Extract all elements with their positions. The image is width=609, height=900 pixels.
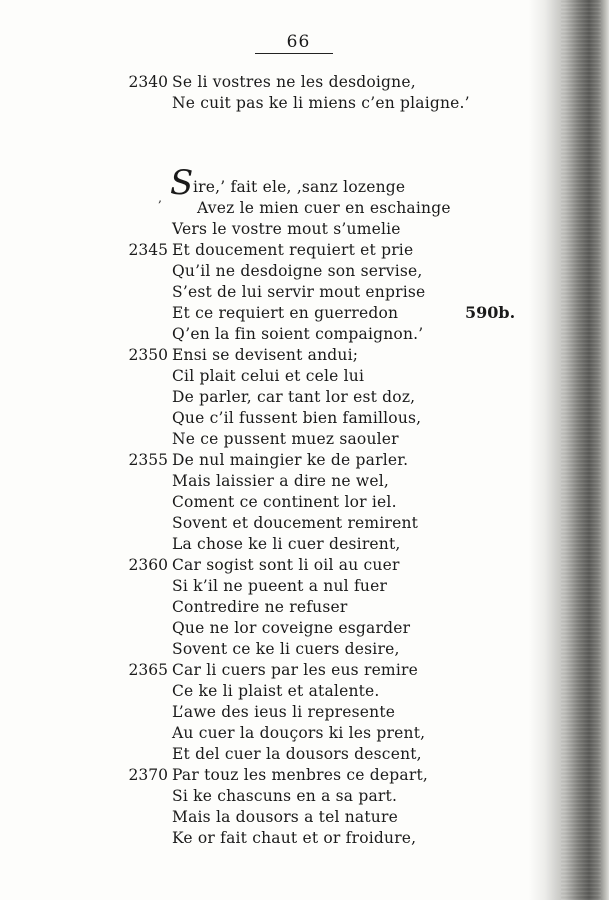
verse-line: Sovent ce ke li cuers desire, bbox=[172, 640, 400, 658]
verse-line-number: 2360 bbox=[128, 556, 168, 574]
verse-line: Ke or fait chaut et or froidure, bbox=[172, 829, 417, 847]
drop-cap-letter: S bbox=[170, 163, 194, 203]
verse-line: Mais laissier a dire ne wel, bbox=[172, 472, 390, 490]
verse-line-number: 2340 bbox=[128, 73, 168, 91]
verse-line: Avez le mien cuer en eschainge bbox=[197, 199, 451, 217]
verse-line-number: 2350 bbox=[128, 346, 168, 364]
verse-line: Q’en la fin soient compaignon.’ bbox=[172, 325, 424, 343]
verse-line: Que c’il fussent bien famillous, bbox=[172, 409, 422, 427]
verse-line: De nul maingier ke de parler. bbox=[172, 451, 409, 469]
verse-line: De parler, car tant lor est doz, bbox=[172, 388, 416, 406]
verse-line: Contredire ne refuser bbox=[172, 598, 348, 616]
verse-line-number: 2355 bbox=[128, 451, 168, 469]
verse-line: Que ne lor coveigne esgarder bbox=[172, 619, 411, 637]
verse-line: Au cuer la douçors ki les prent, bbox=[172, 724, 426, 742]
verse-line: Et doucement requiert et prie bbox=[172, 241, 414, 259]
margin-folio-note: 590b. bbox=[465, 303, 516, 322]
verse-line: Car li cuers par les eus remire bbox=[172, 661, 418, 679]
verse-line: Ne ce pussent muez saouler bbox=[172, 430, 399, 448]
verse-line: Par touz les menbres ce depart, bbox=[172, 766, 429, 784]
verse-line-number: 2365 bbox=[128, 661, 168, 679]
page-number: 66 bbox=[286, 32, 311, 52]
drop-cap-mark: ‚ bbox=[158, 191, 162, 205]
verse-line: ire,’ fait ele, ‚sanz lozenge bbox=[193, 178, 406, 196]
verse-line: L’awe des ieus li represente bbox=[172, 703, 396, 721]
verse-line: Et del cuer la dousors descent, bbox=[172, 745, 422, 763]
verse-line: Si ke chascuns en a sa part. bbox=[172, 787, 398, 805]
verse-line: Ce ke li plaist et atalente. bbox=[172, 682, 380, 700]
verse-line: Et ce requiert en guerredon bbox=[172, 304, 399, 322]
verse-line: Coment ce continent lor iel. bbox=[172, 493, 397, 511]
verse-line: Mais la dousors a tel nature bbox=[172, 808, 398, 826]
verse-line-number: 2345 bbox=[128, 241, 168, 259]
verse-line: Ensi se devisent andui; bbox=[172, 346, 359, 364]
verse-line: La chose ke li cuer desirent, bbox=[172, 535, 401, 553]
verse-line: Sovent et doucement remirent bbox=[172, 514, 419, 532]
verse-line: S’est de lui servir mout enprise bbox=[172, 283, 426, 301]
verse-line: Ne cuit pas ke li miens c’en plaigne.’ bbox=[172, 94, 470, 112]
verse-line: Si k’il ne pueent a nul fuer bbox=[172, 577, 388, 595]
binding-texture bbox=[561, 0, 601, 900]
verse-line: Qu’il ne desdoigne son servise, bbox=[172, 262, 423, 280]
header-rule bbox=[255, 53, 333, 54]
verse-line: Se li vostres ne les desdoigne, bbox=[172, 73, 416, 91]
verse-line: Cil plait celui et cele lui bbox=[172, 367, 365, 385]
verse-line: Car sogist sont li oil au cuer bbox=[172, 556, 400, 574]
verse-line: Vers le vostre mout s’umelie bbox=[172, 220, 401, 238]
verse-line-number: 2370 bbox=[128, 766, 168, 784]
